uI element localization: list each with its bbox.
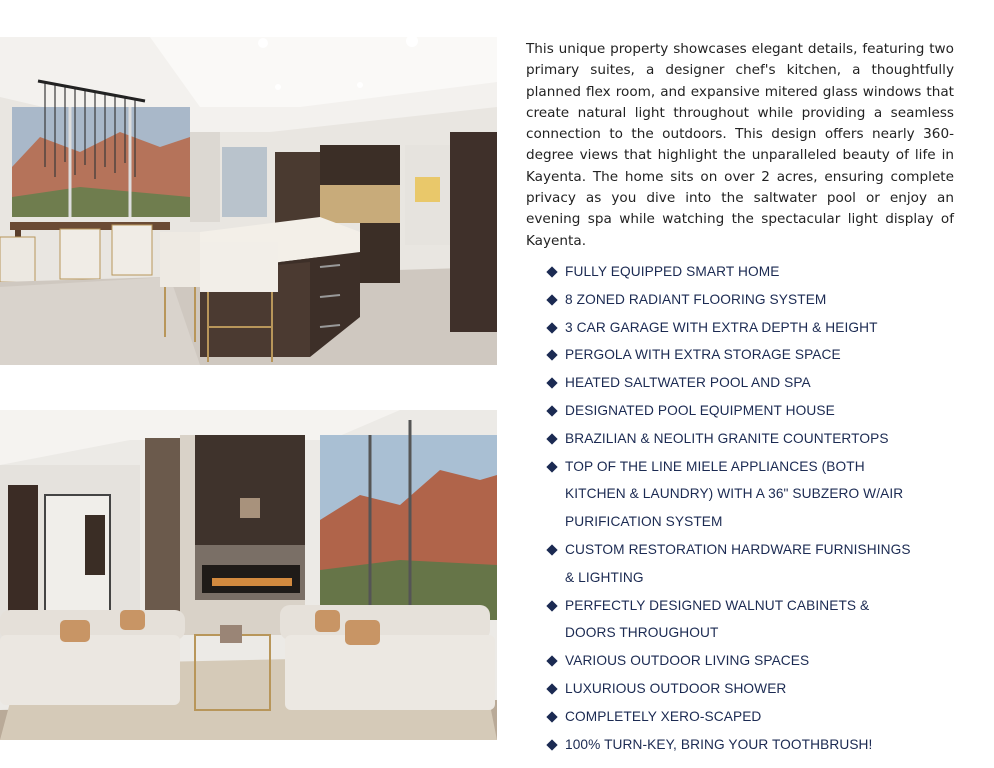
feature-item: COMPLETELY XERO-SCAPED (548, 703, 968, 731)
feature-item: TOP OF THE LINE MIELE APPLIANCES (BOTH KITCHEN & LAUNDRY) WITH A 36" SUBZERO W/AIR PURIFICATION SYSTEM (548, 453, 908, 536)
diamond-bullet-icon (546, 294, 557, 305)
feature-list (548, 258, 968, 758)
diamond-bullet-icon (546, 322, 557, 333)
description-column (526, 39, 954, 252)
diamond-bullet-icon (546, 683, 557, 694)
diamond-bullet-icon (546, 655, 557, 666)
diamond-bullet-icon (546, 544, 557, 555)
feature-item: VARIOUS OUTDOOR LIVING SPACES (548, 647, 968, 675)
diamond-bullet-icon (546, 405, 557, 416)
feature-item: CUSTOM RESTORATION HARDWARE FURNISHINGS & LIGHTING (548, 536, 923, 592)
diamond-bullet-icon (546, 266, 557, 277)
feature-item: 8 ZONED RADIANT FLOORING SYSTEM (548, 286, 968, 314)
feature-item: DESIGNATED POOL EQUIPMENT HOUSE (548, 397, 968, 425)
kitchen-photo (0, 37, 497, 365)
feature-item: BRAZILIAN & NEOLITH GRANITE COUNTERTOPS (548, 425, 968, 453)
property-description: This unique property showcases elegant details, featuring two primary suites, a designer chef's kitchen, a thoughtfully planned flex room, and expansive mitered glass windows that create natural light throughout while providing a seamless connection to the outdoors. This design offers nearly 360-degree views that highlight the unparalleled beauty of life in Kayenta. The home sits on over 2 acres, ensuring complete privacy as you dive into the saltwater pool or enjoy an evening spa while watching the spectacular light display of Kayenta. (526, 41, 954, 249)
diamond-bullet-icon (546, 711, 557, 722)
diamond-bullet-icon (546, 461, 557, 472)
feature-item: HEATED SALTWATER POOL AND SPA (548, 369, 968, 397)
feature-item: PERGOLA WITH EXTRA STORAGE SPACE (548, 341, 968, 369)
diamond-bullet-icon (546, 739, 557, 750)
living-room-photo (0, 410, 497, 740)
diamond-bullet-icon (546, 350, 557, 361)
feature-item: 100% TURN-KEY, BRING YOUR TOOTHBRUSH! (548, 731, 968, 759)
feature-item: 3 CAR GARAGE WITH EXTRA DEPTH & HEIGHT (548, 314, 968, 342)
feature-item: PERFECTLY DESIGNED WALNUT CABINETS & DOORS THROUGHOUT (548, 592, 883, 648)
diamond-bullet-icon (546, 433, 557, 444)
feature-item: FULLY EQUIPPED SMART HOME (548, 258, 968, 286)
feature-item: LUXURIOUS OUTDOOR SHOWER (548, 675, 968, 703)
diamond-bullet-icon (546, 600, 557, 611)
diamond-bullet-icon (546, 378, 557, 389)
